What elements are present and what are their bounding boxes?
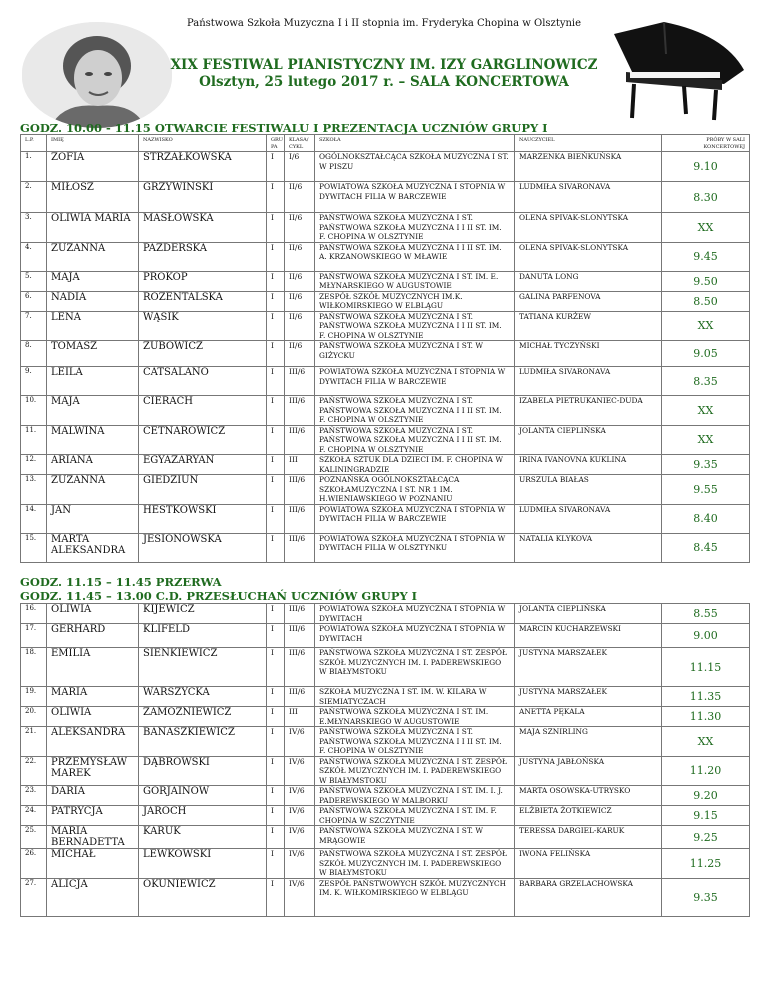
lp-cell: 6. bbox=[21, 291, 47, 311]
first-name-cell: JAN bbox=[47, 504, 139, 533]
table-row bbox=[21, 475, 750, 505]
lp-cell: 17. bbox=[21, 624, 47, 648]
table-row bbox=[21, 425, 750, 455]
teacher-cell: MAJA SZNIRLING bbox=[515, 727, 662, 757]
rehearsal-time-cell: 9.35 bbox=[662, 455, 750, 475]
school-cell: PAŃSTWOWA SZKOŁA MUZYCZNA I ST. PAŃSTWOWA SZKOŁA MUZYCZNA I I II ST. IM. F. CHOPINA W OLSZTYNIE bbox=[315, 396, 515, 426]
table-row bbox=[21, 455, 750, 475]
class-cell: IV/6 bbox=[285, 727, 315, 757]
first-name-cell: PRZEMYSŁAW MAREK bbox=[47, 756, 139, 786]
last-name-cell: CATSALANO bbox=[139, 367, 267, 396]
table-row bbox=[21, 533, 750, 562]
class-cell: III/6 bbox=[285, 504, 315, 533]
rehearsal-time-cell: 9.35 bbox=[662, 878, 750, 916]
group-cell: I bbox=[267, 271, 285, 291]
school-cell: PAŃSTWOWA SZKOŁA MUZYCZNA I ST. PAŃSTWOWA SZKOŁA MUZYCZNA I I II ST. IM. F. CHOPINA W OLSZTYNIE bbox=[315, 727, 515, 757]
rehearsal-time-cell: 9.05 bbox=[662, 341, 750, 367]
table-row bbox=[21, 291, 750, 311]
table-row bbox=[21, 271, 750, 291]
table-row bbox=[21, 367, 750, 396]
lp-cell: 9. bbox=[21, 367, 47, 396]
table-header-row bbox=[21, 135, 750, 152]
class-cell: IV/6 bbox=[285, 806, 315, 826]
lp-cell: 12. bbox=[21, 455, 47, 475]
group-cell: I bbox=[267, 213, 285, 243]
last-name-cell: ZAMOŻNIEWICZ bbox=[139, 707, 267, 727]
table-row bbox=[21, 878, 750, 916]
class-cell: I/6 bbox=[285, 152, 315, 182]
table-row bbox=[21, 504, 750, 533]
lp-cell: 8. bbox=[21, 341, 47, 367]
class-cell: II/6 bbox=[285, 341, 315, 367]
teacher-cell: TERESSA DARGIEL-KARUK bbox=[515, 826, 662, 849]
first-name-cell: OLIWIA bbox=[47, 604, 139, 624]
group-cell: I bbox=[267, 687, 285, 707]
last-name-cell: GORJAINOW bbox=[139, 786, 267, 806]
last-name-cell: JAROCH bbox=[139, 806, 267, 826]
teacher-cell: ELŻBIETA ŻOTKIEWICZ bbox=[515, 806, 662, 826]
first-name-cell: LEILA bbox=[47, 367, 139, 396]
rehearsal-time-cell: 11.15 bbox=[662, 648, 750, 687]
teacher-cell: JUSTYNA MARSZAŁEK bbox=[515, 648, 662, 687]
lp-cell: 24. bbox=[21, 806, 47, 826]
group-cell: I bbox=[267, 455, 285, 475]
teacher-cell: OLENA SPIVAK-SLONYTSKA bbox=[515, 213, 662, 243]
rehearsal-time-cell: 8.45 bbox=[662, 533, 750, 562]
group-cell: I bbox=[267, 826, 285, 849]
group-cell: I bbox=[267, 624, 285, 648]
class-cell: IV/6 bbox=[285, 786, 315, 806]
last-name-cell: ROŻENTALSKA bbox=[139, 291, 267, 311]
first-name-cell: PATRYCJA bbox=[47, 806, 139, 826]
school-cell: PAŃSTWOWA SZKOŁA MUZYCZNA I ST. PAŃSTWOWA SZKOŁA MUZYCZNA I I II ST. IM. F. CHOPINA W OLSZTYNIE bbox=[315, 311, 515, 341]
school-cell: POZNAŃSKA OGÓLNOKSZTAŁCĄCA SZKOŁAMUZYCZNA I ST. NR 1 IM. H.WIENIAWSKIEGO W POZNANIU bbox=[315, 475, 515, 505]
rehearsal-time-cell: 8.50 bbox=[662, 291, 750, 311]
teacher-cell: LUDMIŁA SIVARONAVA bbox=[515, 182, 662, 213]
col-header-last-name: NAZWISKO bbox=[139, 135, 267, 152]
table-row bbox=[21, 756, 750, 786]
last-name-cell: PAZDERSKA bbox=[139, 242, 267, 271]
school-cell: PAŃSTWOWA SZKOŁA MUZYCZNA I ST. IM. I. J. PADEREWSKIEGO W MALBORKU bbox=[315, 786, 515, 806]
last-name-cell: WARSZYCKA bbox=[139, 687, 267, 707]
group-cell: I bbox=[267, 311, 285, 341]
school-cell: POWIATOWA SZKOŁA MUZYCZNA I STOPNIA W DYWITACH FILIA W BARCZEWIE bbox=[315, 182, 515, 213]
lp-cell: 4. bbox=[21, 242, 47, 271]
rehearsal-time-cell: 11.20 bbox=[662, 756, 750, 786]
group-cell: I bbox=[267, 291, 285, 311]
teacher-cell: MICHAŁ TYCZYŃSKI bbox=[515, 341, 662, 367]
school-cell: SZKOŁA SZTUK DLA DZIECI IM. F. CHOPINA W KALININGRADZIE bbox=[315, 455, 515, 475]
group-cell: I bbox=[267, 707, 285, 727]
lp-cell: 3. bbox=[21, 213, 47, 243]
col-header-class: KLASA/ CYKL bbox=[285, 135, 315, 152]
class-cell: II/6 bbox=[285, 242, 315, 271]
school-cell: PAŃSTWOWA SZKOŁA MUZYCZNA I ST. IM. F. CHOPINA W SZCZYTNIE bbox=[315, 806, 515, 826]
col-header-school: SZKOŁA bbox=[315, 135, 515, 152]
first-name-cell: ALEKSANDRA bbox=[47, 727, 139, 757]
lp-cell: 22. bbox=[21, 756, 47, 786]
rehearsal-time-cell: 9.15 bbox=[662, 806, 750, 826]
lp-cell: 7. bbox=[21, 311, 47, 341]
rehearsal-time-cell: 11.25 bbox=[662, 849, 750, 879]
first-name-cell: MIŁOSZ bbox=[47, 182, 139, 213]
table-row bbox=[21, 311, 750, 341]
festival-title bbox=[0, 57, 768, 91]
teacher-cell: MARCIN KUCHARZEWSKI bbox=[515, 624, 662, 648]
last-name-cell: CIERACH bbox=[139, 396, 267, 426]
last-name-cell: KLIFELD bbox=[139, 624, 267, 648]
last-name-cell: SIENKIEWICZ bbox=[139, 648, 267, 687]
teacher-cell: JUSTYNA JABŁOŃSKA bbox=[515, 756, 662, 786]
school-cell: POWIATOWA SZKOŁA MUZYCZNA I STOPNIA W DYWITACH FILIA W BARCZEWIE bbox=[315, 504, 515, 533]
group-cell: I bbox=[267, 475, 285, 505]
rehearsal-time-cell: 9.50 bbox=[662, 271, 750, 291]
last-name-cell: DĄBROWSKI bbox=[139, 756, 267, 786]
school-cell: PAŃSTWOWA SZKOŁA MUZYCZNA I I II ST. IM. A. KRZANOWSKIEGO W MŁAWIE bbox=[315, 242, 515, 271]
col-header-lp: L.P. bbox=[21, 135, 47, 152]
teacher-cell: JOLANTA CIEPLIŃSKA bbox=[515, 604, 662, 624]
table-row bbox=[21, 396, 750, 426]
class-cell: III/6 bbox=[285, 396, 315, 426]
lp-cell: 11. bbox=[21, 425, 47, 455]
col-header-group: GRU PA bbox=[267, 135, 285, 152]
rehearsal-time-cell: 9.00 bbox=[662, 624, 750, 648]
first-name-cell: MARIA BERNADETTA bbox=[47, 826, 139, 849]
last-name-cell: OKUNIEWICZ bbox=[139, 878, 267, 916]
class-cell: II/6 bbox=[285, 271, 315, 291]
teacher-cell: MARTA OSOWSKA-UTRYSKO bbox=[515, 786, 662, 806]
lp-cell: 27. bbox=[21, 878, 47, 916]
festival-title-line1: XIX FESTIWAL PIANISTYCZNY IM. IZY GARGLINOWICZ bbox=[170, 57, 598, 73]
school-cell: PAŃSTWOWA SZKOŁA MUZYCZNA I ST. ZESPÓŁ SZKÓŁ MUZYCZNYCH IM. I. PADEREWSKIEGO W BIAŁYMSTOKU bbox=[315, 648, 515, 687]
rehearsal-time-cell: 9.45 bbox=[662, 242, 750, 271]
table-row bbox=[21, 806, 750, 826]
last-name-cell: LEWKOWSKI bbox=[139, 849, 267, 879]
last-name-cell: WĄSIK bbox=[139, 311, 267, 341]
rehearsal-time-cell: XX bbox=[662, 311, 750, 341]
lp-cell: 16. bbox=[21, 604, 47, 624]
group-cell: I bbox=[267, 425, 285, 455]
lp-cell: 15. bbox=[21, 533, 47, 562]
first-name-cell: OLIWIA bbox=[47, 707, 139, 727]
table-row bbox=[21, 826, 750, 849]
lp-cell: 23. bbox=[21, 786, 47, 806]
class-cell: III bbox=[285, 707, 315, 727]
group-cell: I bbox=[267, 727, 285, 757]
last-name-cell: JESIONOWSKA bbox=[139, 533, 267, 562]
class-cell: III/6 bbox=[285, 624, 315, 648]
teacher-cell: NATALIA KLYKOVA bbox=[515, 533, 662, 562]
col-header-teacher: NAUCZYCIEL bbox=[515, 135, 662, 152]
lp-cell: 19. bbox=[21, 687, 47, 707]
table-row bbox=[21, 786, 750, 806]
last-name-cell: GIEDZIUN bbox=[139, 475, 267, 505]
school-cell: PAŃSTWOWA SZKOŁA MUZYCZNA I ST. ZESPÓŁ SZKÓŁ MUZYCZNYCH IM. I. PADEREWSKIEGO W BIAŁYMSTOKU bbox=[315, 849, 515, 879]
teacher-cell: BARBARA GRZELACHOWSKA bbox=[515, 878, 662, 916]
lp-cell: 26. bbox=[21, 849, 47, 879]
first-name-cell: ZOFIA bbox=[47, 152, 139, 182]
first-name-cell: TOMASZ bbox=[47, 341, 139, 367]
lp-cell: 20. bbox=[21, 707, 47, 727]
lp-cell: 25. bbox=[21, 826, 47, 849]
class-cell: IV/6 bbox=[285, 849, 315, 879]
class-cell: IV/6 bbox=[285, 826, 315, 849]
group-cell: I bbox=[267, 504, 285, 533]
group-cell: I bbox=[267, 396, 285, 426]
rehearsal-time-cell: 8.35 bbox=[662, 367, 750, 396]
last-name-cell: BANASZKIEWICZ bbox=[139, 727, 267, 757]
first-name-cell: OLIWIA MARIA bbox=[47, 213, 139, 243]
class-cell: III/6 bbox=[285, 604, 315, 624]
school-cell: PAŃSTWOWA SZKOŁA MUZYCZNA I ST. W GIŻYCKU bbox=[315, 341, 515, 367]
class-cell: II/6 bbox=[285, 213, 315, 243]
class-cell: II/6 bbox=[285, 311, 315, 341]
rehearsal-time-cell: XX bbox=[662, 727, 750, 757]
break-heading: GODZ. 11.15 – 11.45 PRZERWA bbox=[20, 575, 222, 589]
rehearsal-time-cell: 9.20 bbox=[662, 786, 750, 806]
school-cell: ZESPÓŁ SZKÓŁ MUZYCZNYCH IM.K. WIŁKOMIRSKIEGO W ELBLĄGU bbox=[315, 291, 515, 311]
rehearsal-time-cell: 8.30 bbox=[662, 182, 750, 213]
group-cell: I bbox=[267, 806, 285, 826]
group-cell: I bbox=[267, 604, 285, 624]
group-cell: I bbox=[267, 152, 285, 182]
table-row bbox=[21, 213, 750, 243]
school-cell: PAŃSTWOWA SZKOŁA MUZYCZNA I ST. ZESPÓŁ SZKÓŁ MUZYCZNYCH IM. I. PADEREWSKIEGO W BIAŁYMSTOKU bbox=[315, 756, 515, 786]
school-cell: PAŃSTWOWA SZKOŁA MUZYCZNA I ST. PAŃSTWOWA SZKOŁA MUZYCZNA I I II ST. IM. F. CHOPINA W OLSZTYNIE bbox=[315, 213, 515, 243]
group-cell: I bbox=[267, 182, 285, 213]
class-cell: III/6 bbox=[285, 425, 315, 455]
teacher-cell: GALINA PARFENOVA bbox=[515, 291, 662, 311]
lp-cell: 18. bbox=[21, 648, 47, 687]
table-row bbox=[21, 648, 750, 687]
teacher-cell: ANETTA PĘKALA bbox=[515, 707, 662, 727]
class-cell: III/6 bbox=[285, 475, 315, 505]
rehearsal-time-cell: 8.55 bbox=[662, 604, 750, 624]
table-row bbox=[21, 152, 750, 182]
group-cell: I bbox=[267, 648, 285, 687]
first-name-cell: LENA bbox=[47, 311, 139, 341]
table-row bbox=[21, 341, 750, 367]
teacher-cell: LUDMIŁA SIVARONAVA bbox=[515, 367, 662, 396]
group-cell: I bbox=[267, 341, 285, 367]
last-name-cell: KIJEWICZ bbox=[139, 604, 267, 624]
teacher-cell: OLENA SPIVAK-SLONYTSKA bbox=[515, 242, 662, 271]
teacher-cell: JOLANTA CIEPLIŃSKA bbox=[515, 425, 662, 455]
class-cell: III/6 bbox=[285, 533, 315, 562]
lp-cell: 21. bbox=[21, 727, 47, 757]
lp-cell: 10. bbox=[21, 396, 47, 426]
teacher-cell: DANUTA LONG bbox=[515, 271, 662, 291]
first-name-cell: ALICJA bbox=[47, 878, 139, 916]
teacher-cell: TATIANA KURŻEW bbox=[515, 311, 662, 341]
teacher-cell: IWONA FELIŃSKA bbox=[515, 849, 662, 879]
school-cell: ZESPÓŁ PAŃSTWOWYCH SZKÓŁ MUZYCZNYCH IM. K. WIŁKOMIRSKIEGO W ELBLĄGU bbox=[315, 878, 515, 916]
class-cell: III/6 bbox=[285, 367, 315, 396]
rehearsal-time-cell: XX bbox=[662, 396, 750, 426]
group-cell: I bbox=[267, 849, 285, 879]
last-name-cell: GRZYWIŃSKI bbox=[139, 182, 267, 213]
last-name-cell: MASŁOWSKA bbox=[139, 213, 267, 243]
last-name-cell: CETNAROWICZ bbox=[139, 425, 267, 455]
school-cell: POWIATOWA SZKOŁA MUZYCZNA I STOPNIA W DYWITACH FILIA W BARCZEWIE bbox=[315, 367, 515, 396]
group-cell: I bbox=[267, 878, 285, 916]
table-row bbox=[21, 624, 750, 648]
section-heading-continuation: GODZ. 11.45 – 13.00 C.D. PRZESŁUCHAŃ UCZNIÓW GRUPY I bbox=[20, 589, 418, 603]
rehearsal-time-cell: XX bbox=[662, 425, 750, 455]
group-cell: I bbox=[267, 367, 285, 396]
first-name-cell: MICHAŁ bbox=[47, 849, 139, 879]
first-name-cell: MARIA bbox=[47, 687, 139, 707]
table-row bbox=[21, 182, 750, 213]
first-name-cell: MAJA bbox=[47, 396, 139, 426]
first-name-cell: MARTA ALEKSANDRA bbox=[47, 533, 139, 562]
col-header-first-name: IMIĘ bbox=[47, 135, 139, 152]
school-cell: POWIATOWA SZKOŁA MUZYCZNA I STOPNIA W DYWITACH bbox=[315, 624, 515, 648]
group-cell: I bbox=[267, 533, 285, 562]
table-row bbox=[21, 604, 750, 624]
schedule-table-part2 bbox=[20, 603, 750, 917]
col-header-rehearsal: PRÓBY W SALI KONCERTOWEJ bbox=[662, 135, 750, 152]
rehearsal-time-cell: 9.25 bbox=[662, 826, 750, 849]
last-name-cell: EGYAZARYAN bbox=[139, 455, 267, 475]
class-cell: III bbox=[285, 455, 315, 475]
group-cell: I bbox=[267, 786, 285, 806]
class-cell: III/6 bbox=[285, 687, 315, 707]
table-row bbox=[21, 707, 750, 727]
rehearsal-time-cell: 11.35 bbox=[662, 687, 750, 707]
lp-cell: 13. bbox=[21, 475, 47, 505]
rehearsal-time-cell: XX bbox=[662, 213, 750, 243]
school-cell: PAŃSTWOWA SZKOŁA MUZYCZNA I ST. W MRĄGOWIE bbox=[315, 826, 515, 849]
first-name-cell: ZUZANNA bbox=[47, 475, 139, 505]
section-heading-opening: GODZ. 10.00 - 11.15 OTWARCIE FESTIWALU I PREZENTACJA UCZNIÓW GRUPY I bbox=[20, 121, 548, 135]
school-cell: PAŃSTWOWA SZKOŁA MUZYCZNA I ST. IM. E. MŁYNARSKIEGO W AUGUSTOWIE bbox=[315, 271, 515, 291]
rehearsal-time-cell: 11.30 bbox=[662, 707, 750, 727]
group-cell: I bbox=[267, 756, 285, 786]
last-name-cell: STRZAŁKOWSKA bbox=[139, 152, 267, 182]
rehearsal-time-cell: 8.40 bbox=[662, 504, 750, 533]
class-cell: III/6 bbox=[285, 648, 315, 687]
first-name-cell: GERHARD bbox=[47, 624, 139, 648]
school-cell: SZKOŁA MUZYCZNA I ST. IM. W. KILARA W SIEMIATYCZACH bbox=[315, 687, 515, 707]
school-cell: OGÓLNOKSZTAŁCĄCA SZKOŁA MUZYCZNA I ST. W PISZU bbox=[315, 152, 515, 182]
rehearsal-time-cell: 9.10 bbox=[662, 152, 750, 182]
teacher-cell: URSZULA BIAŁAS bbox=[515, 475, 662, 505]
last-name-cell: HESTKOWSKI bbox=[139, 504, 267, 533]
school-cell: PAŃSTWOWA SZKOŁA MUZYCZNA I ST. PAŃSTWOWA SZKOŁA MUZYCZNA I I II ST. IM. F. CHOPINA W OLSZTYNIE bbox=[315, 425, 515, 455]
schedule-table-part1 bbox=[20, 134, 750, 563]
teacher-cell: MARZENKA BIEŃKUŃSKA bbox=[515, 152, 662, 182]
first-name-cell: EMILIA bbox=[47, 648, 139, 687]
school-cell: PAŃSTWOWA SZKOŁA MUZYCZNA I ST. IM. E.MŁYNARSKIEGO W AUGUSTOWIE bbox=[315, 707, 515, 727]
last-name-cell: PROKOP bbox=[139, 271, 267, 291]
lp-cell: 14. bbox=[21, 504, 47, 533]
lp-cell: 5. bbox=[21, 271, 47, 291]
teacher-cell: LUDMIŁA SIVARONAVA bbox=[515, 504, 662, 533]
festival-date-line: Olsztyn, 25 lutego 2017 r. – SALA KONCERTOWA bbox=[199, 74, 569, 90]
school-name: Państwowa Szkoła Muzyczna I i II stopnia im. Fryderyka Chopina w Olsztynie bbox=[186, 18, 582, 29]
class-cell: II/6 bbox=[285, 182, 315, 213]
table-row bbox=[21, 849, 750, 879]
first-name-cell: ARIANA bbox=[47, 455, 139, 475]
school-cell: POWIATOWA SZKOŁA MUZYCZNA I STOPNIA W DYWITACH bbox=[315, 604, 515, 624]
lp-cell: 1. bbox=[21, 152, 47, 182]
teacher-cell: IRINA IVANOVNA KUKLINA bbox=[515, 455, 662, 475]
first-name-cell: ZUZANNA bbox=[47, 242, 139, 271]
teacher-cell: JUSTYNA MARSZAŁEK bbox=[515, 687, 662, 707]
first-name-cell: NADIA bbox=[47, 291, 139, 311]
table-row bbox=[21, 242, 750, 271]
school-cell: POWIATOWA SZKOŁA MUZYCZNA I STOPNIA W DYWITACH FILIA W OLSZTYNKU bbox=[315, 533, 515, 562]
teacher-cell: IZABELA PIETRUKANIEC-DUDA bbox=[515, 396, 662, 426]
first-name-cell: DARIA bbox=[47, 786, 139, 806]
table-row bbox=[21, 727, 750, 757]
lp-cell: 2. bbox=[21, 182, 47, 213]
class-cell: II/6 bbox=[285, 291, 315, 311]
table-row bbox=[21, 687, 750, 707]
first-name-cell: MAJA bbox=[47, 271, 139, 291]
last-name-cell: KARUK bbox=[139, 826, 267, 849]
last-name-cell: ZUBOWICZ bbox=[139, 341, 267, 367]
group-cell: I bbox=[267, 242, 285, 271]
rehearsal-time-cell: 9.55 bbox=[662, 475, 750, 505]
first-name-cell: MALWINA bbox=[47, 425, 139, 455]
class-cell: IV/6 bbox=[285, 756, 315, 786]
class-cell: IV/6 bbox=[285, 878, 315, 916]
